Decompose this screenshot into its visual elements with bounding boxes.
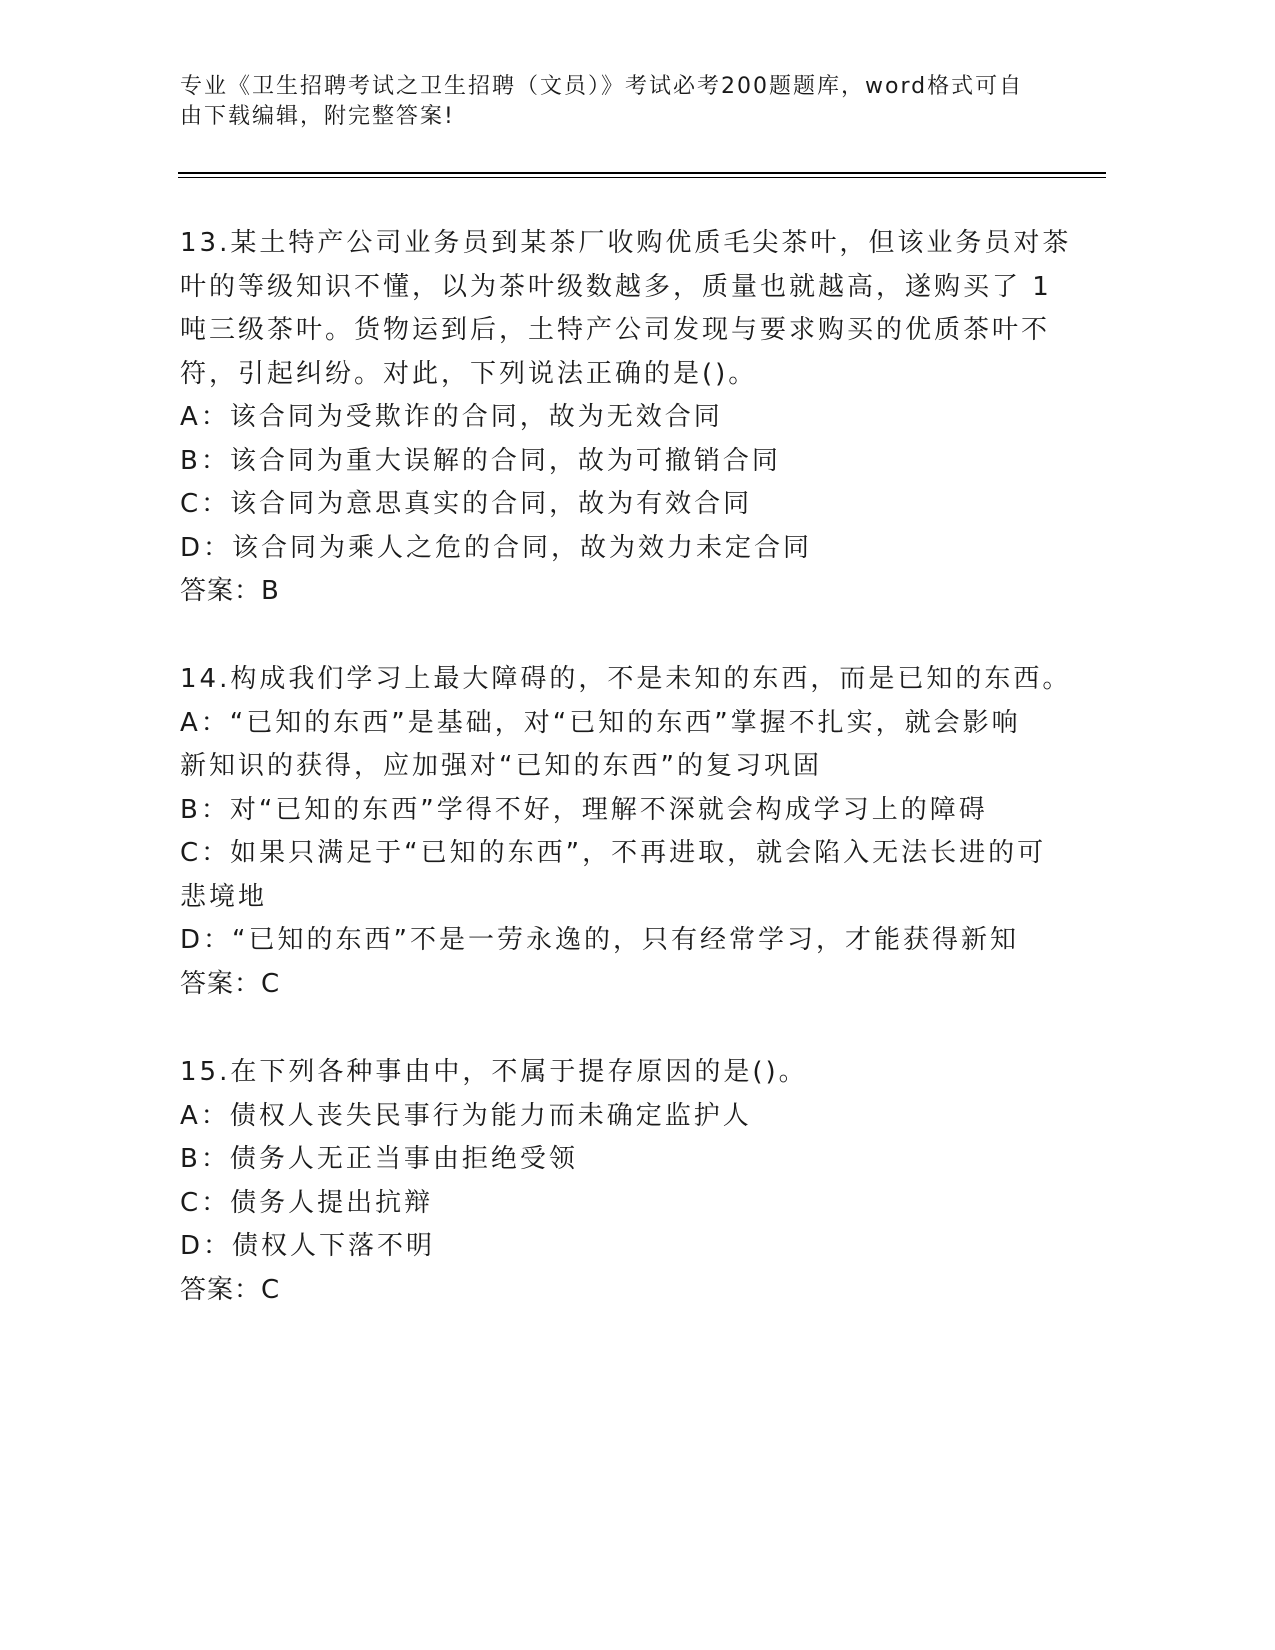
header-divider-thin xyxy=(178,177,1106,178)
option-a-continued: 新知识的获得，应加强对“已知的东西”的复习巩固 xyxy=(180,751,822,781)
option-a: A：债权人丧失民事行为能力而未确定监护人 xyxy=(180,1100,752,1131)
question-stem-line: 14.构成我们学习上最大障碍的，不是未知的东西，而是已知的东西。 xyxy=(180,664,1072,694)
answer-label: 答案：C xyxy=(180,968,281,999)
question-14 xyxy=(180,658,1072,1006)
document-header xyxy=(180,72,1060,132)
option-c: C：该合同为意思真实的合同，故为有效合同 xyxy=(180,489,753,519)
header-divider-thick xyxy=(178,172,1106,174)
question-stem-line: 叶的等级知识不懂，以为茶叶级数越多，质量也就越高，遂购买了 1 xyxy=(180,271,1052,302)
option-b: B：债务人无正当事由拒绝受领 xyxy=(180,1144,578,1174)
answer-label: 答案：B xyxy=(180,576,280,606)
option-c: C：债务人提出抗辩 xyxy=(180,1187,434,1218)
option-d: D：债权人下落不明 xyxy=(180,1231,436,1261)
question-stem-line: 15.在下列各种事由中，不属于提存原因的是()。 xyxy=(180,1057,808,1087)
question-stem-line: 13.某土特产公司业务员到某茶厂收购优质毛尖茶叶，但该业务员对茶 xyxy=(180,228,1072,258)
option-a: A：该合同为受欺诈的合同，故为无效合同 xyxy=(180,402,723,432)
option-c: C：如果只满足于“已知的东西”，不再进取，就会陷入无法长进的可 xyxy=(180,838,1047,868)
option-c-continued: 悲境地 xyxy=(180,881,268,912)
header-line-1: 专业《卫生招聘考试之卫生招聘（文员）》考试必考200题题库，word格式可自 xyxy=(180,74,1024,99)
option-d: D：“已知的东西”不是一劳永逸的，只有经常学习，才能获得新知 xyxy=(180,925,1019,955)
question-13 xyxy=(180,222,1072,614)
option-b: B：对“已知的东西”学得不好，理解不深就会构成学习上的障碍 xyxy=(180,794,988,825)
option-b: B：该合同为重大误解的合同，故为可撤销合同 xyxy=(180,445,781,476)
question-15 xyxy=(180,1051,1040,1312)
question-stem-line: 吨三级茶叶。货物运到后，土特产公司发现与要求购买的优质茶叶不 xyxy=(180,315,1051,345)
option-d: D：该合同为乘人之危的合同，故为效力未定合同 xyxy=(180,532,813,563)
header-line-2: 由下载编辑，附完整答案! xyxy=(180,104,455,129)
option-a: A：“已知的东西”是基础，对“已知的东西”掌握不扎实，就会影响 xyxy=(180,707,1021,738)
answer-label: 答案：C xyxy=(180,1274,281,1305)
question-stem-line: 符，引起纠纷。对此，下列说法正确的是()。 xyxy=(180,358,758,389)
